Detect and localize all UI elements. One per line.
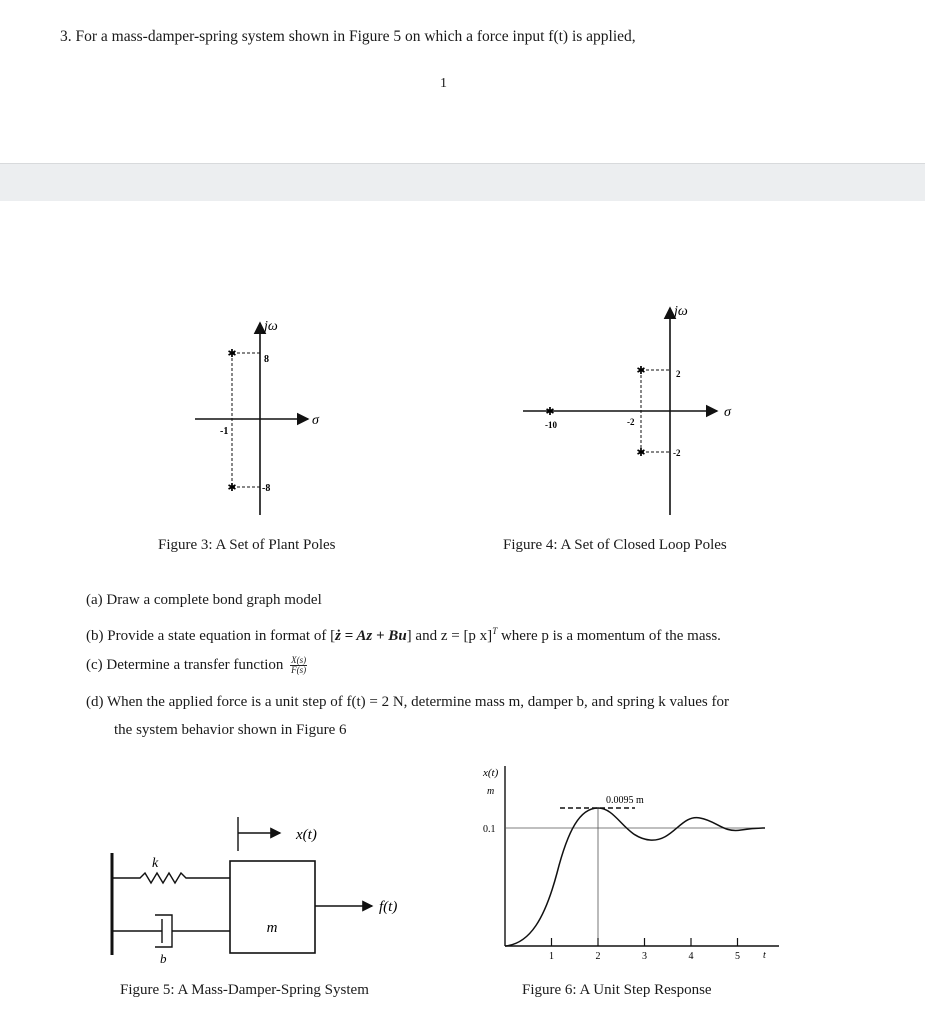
figure4-caption: Figure 4: A Set of Closed Loop Poles xyxy=(503,537,727,553)
item-b: (b) Provide a state equation in format of [ż = Az + Bu] and z = [p x]$^T$ where p is a momentum of the mass. xyxy=(86,626,721,644)
item-d-line1: (d) When the applied force is a unit step of f(t) = 2 N, determine mass m, damper b, and spring k values for xyxy=(86,694,730,710)
damper-label: b xyxy=(160,951,167,966)
mass-block xyxy=(230,861,315,953)
spring-label: k xyxy=(152,856,159,871)
x-tick-label: 5 xyxy=(735,951,740,962)
x-tick-label: 4 xyxy=(688,951,694,962)
figure3-caption: Figure 3: A Set of Plant Poles xyxy=(158,537,336,553)
mass-label: m xyxy=(266,920,278,936)
item-c: (c) Determine a transfer function $\frac{X(s)}{F(s)}$ xyxy=(86,655,307,675)
figure6-step-response xyxy=(475,758,785,968)
imag-axis-label: jω xyxy=(264,319,278,334)
figure5-caption: Figure 5: A Mass-Damper-Spring System xyxy=(120,982,369,998)
y-axis-unit: m xyxy=(487,786,495,797)
figure6-caption: Figure 6: A Unit Step Response xyxy=(522,982,712,998)
response-curve xyxy=(505,808,765,946)
x-tick-label: 1 xyxy=(549,951,554,962)
overshoot-label: 0.0095 m xyxy=(606,795,644,806)
displacement-label: x(t) xyxy=(296,827,317,843)
tick-minus-10: -10 xyxy=(545,420,557,430)
figure5-diagram xyxy=(100,805,430,970)
pole-real-x: ✱ xyxy=(545,406,555,418)
tick-8: 8 xyxy=(264,354,269,365)
y-tick-0-1: 0.1 xyxy=(483,824,496,835)
page-number: 1 xyxy=(440,76,447,91)
x-tick-label: 2 xyxy=(595,951,601,962)
tick-minus-1: -1 xyxy=(220,426,229,437)
item-d-line2: the system behavior shown in Figure 6 xyxy=(114,722,347,738)
transfer-function-fraction: $\frac{X(s)}{F(s)}$ xyxy=(291,655,307,675)
pole-lower-x: ✱ xyxy=(636,447,646,459)
y-axis-label: x(t) xyxy=(483,767,499,779)
tick-2: 2 xyxy=(676,369,681,379)
pole-upper-x: ✱ xyxy=(636,365,646,377)
item-a: (a) Draw a complete bond graph model xyxy=(86,592,322,608)
x-ticks xyxy=(549,938,740,962)
figure3-pole-plot xyxy=(180,305,340,520)
imag-axis-label: jω xyxy=(674,304,688,319)
x-axis-label: t xyxy=(763,950,766,961)
tick-minus-2-real: -2 xyxy=(627,417,635,427)
real-axis-label: σ xyxy=(724,405,731,420)
question-body: For a mass-damper-spring system shown in Figure 5 on which a force input f(t) is applied, xyxy=(75,28,636,45)
tick-minus-2: -2 xyxy=(673,448,681,458)
tick-minus-8: -8 xyxy=(262,483,271,494)
figure4-pole-plot xyxy=(515,300,755,520)
real-axis-label: σ xyxy=(312,413,319,428)
force-label: f(t) xyxy=(379,899,398,915)
pole-upper-x: ✱ xyxy=(227,348,237,360)
spring xyxy=(112,873,230,883)
question-number: 3. xyxy=(60,28,72,45)
page-separator xyxy=(0,163,925,201)
state-equation: ż = Az + Bu xyxy=(335,628,407,644)
pole-lower-x: ✱ xyxy=(227,482,237,494)
question-text xyxy=(60,28,636,46)
x-tick-label: 3 xyxy=(642,951,647,962)
